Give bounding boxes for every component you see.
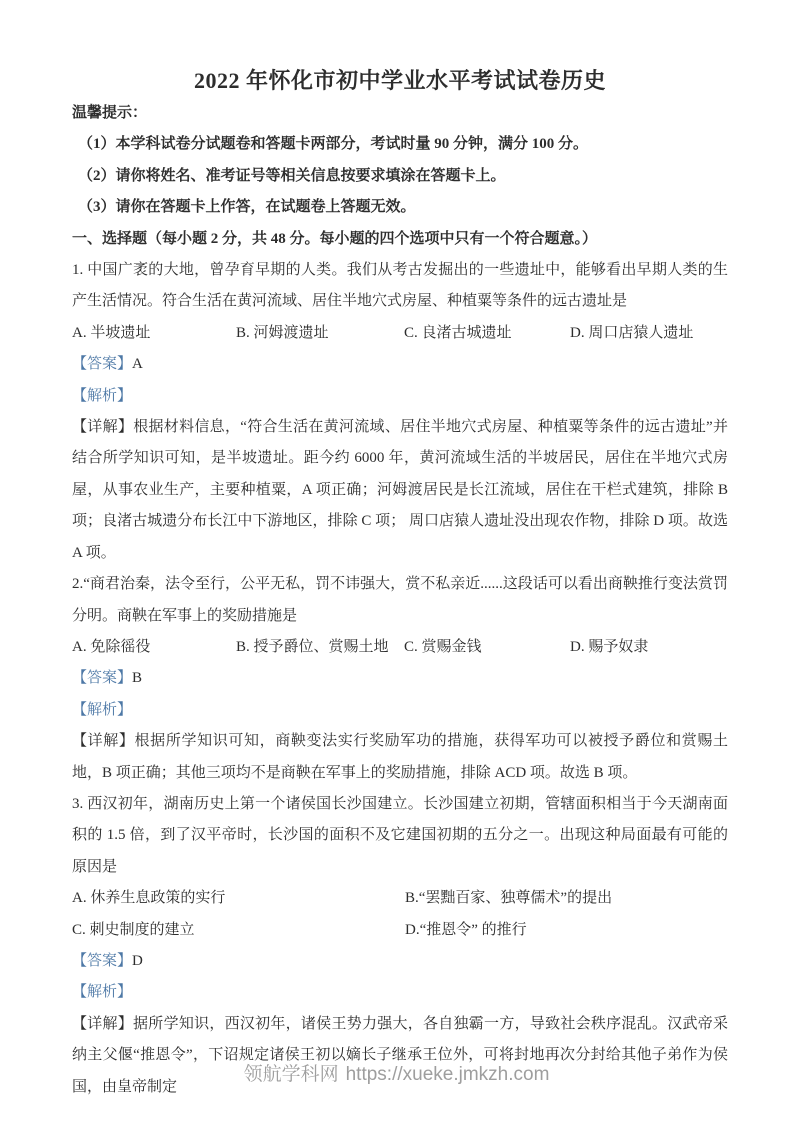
question-3-detail (72, 1009, 728, 1103)
question-3-option-a: A. 休养生息政策的实行 (72, 890, 226, 907)
question-1-option-d: D. 周口店猿人遗址 (570, 324, 694, 341)
detail-label: 【详解】 (72, 1015, 134, 1032)
detail-label: 【详解】 (72, 419, 134, 436)
question-1-stem: 1. 中国广袤的大地，曾孕育早期的人类。我们从考古发掘出的一些遗址中，能够看出早期人类的生产生活情况。符合生活在黄河流域、居住半地穴式房屋、种植粟等条件的远古遗址是 (72, 262, 728, 310)
question-3-option-c: C. 刺史制度的建立 (72, 921, 195, 938)
question-1-answer-line (72, 349, 728, 380)
question-2-option-a: A. 免除徭役 (72, 638, 151, 655)
section-header-choice-questions: 一、选择题（每小题 2 分，共 48 分。每小题的四个选项中只有一个符合题意。） (72, 230, 598, 247)
question-2-analysis-line (72, 695, 728, 726)
question-1-detail-text: 根据材料信息，“符合生活在黄河流域、居住半地穴式房屋、种植粟等条件的远古遗址”并结合所学知识可知，是半坡遗址。距今约 6000 年，黄河流域生活的半坡居民，居住在半地穴式房屋，从事农业生产，主要种植粟，A 项正确；河姆渡居民是长江流域，居住在干栏式建筑，排除 B 项；良渚古城遗分布长江中下游地区，排除 C 项； 周口店猿人遗址没出现农作物，排除 D 项。故选 A 项。 (72, 419, 728, 561)
question-3-answer-line (72, 946, 728, 977)
question-3-stem: 3. 西汉初年，湖南历史上第一个诸侯国长沙国建立。长沙国建立初期，管辖面积相当于今天湖南面积的 1.5 倍，到了汉平帝时，长沙国的面积不及它建国初期的五分之一。出现这种局面最有可能的原因是 (72, 795, 728, 875)
document-title: 2022 年怀化市初中学业水平考试试卷历史 (193, 68, 606, 93)
analysis-label: 【解析】 (72, 387, 133, 404)
question-1-option-a: A. 半坡遗址 (72, 324, 151, 341)
question-3-options (72, 883, 728, 946)
question-2-answer-line (72, 663, 728, 694)
question-2-detail-text: 根据所学知识可知，商鞅变法实行奖励军功的措施，获得军功可以被授予爵位和赏赐土地，B 项正确；其他三项均不是商鞅在军事上的奖励措施，排除 ACD 项。故选 B 项。 (72, 733, 728, 781)
answer-label: 【答案】 (72, 356, 133, 373)
question-3-analysis-line (72, 977, 728, 1008)
question-1-analysis-line (72, 381, 728, 412)
question-1-detail (72, 412, 728, 569)
question-2-stem: 2.“商君治秦，法令至行，公平无私，罚不讳强大，赏不私亲近......这段话可以看出商鞅推行变法赏罚分明。商鞅在军事上的奖励措施是 (72, 576, 728, 624)
question-2-detail (72, 726, 728, 789)
question-2-answer-value: B (132, 670, 143, 687)
footer-site-name: 领航学科网 (243, 1064, 339, 1085)
question-2-option-d: D. 赐予奴隶 (570, 638, 649, 655)
question-3-option-b: B.“罢黜百家、独尊儒术”的提出 (405, 890, 613, 907)
footer-watermark (0, 1062, 793, 1088)
question-1-option-c: C. 良渚古城遗址 (404, 324, 512, 341)
question-2-option-c: C. 赏赐金钱 (404, 638, 482, 655)
question-1-answer-value: A (132, 356, 143, 373)
answer-label: 【答案】 (72, 952, 133, 969)
analysis-label: 【解析】 (72, 984, 133, 1001)
notice-tip-1: （1）本学科试卷分试题卷和答题卡两部分，考试时量 90 分钟，满分 100 分。 (78, 136, 589, 153)
question-3-option-d: D.“推恩令” 的推行 (405, 921, 527, 938)
question-2-options (72, 632, 728, 663)
notice-heading: 温馨提示： (72, 105, 148, 121)
analysis-label: 【解析】 (72, 701, 133, 718)
detail-label: 【详解】 (72, 733, 135, 750)
question-1-option-b: B. 河姆渡遗址 (236, 324, 329, 341)
question-3-answer-value: D (132, 952, 143, 969)
answer-label: 【答案】 (72, 670, 133, 687)
question-3-detail-text: 据所学知识，西汉初年，诸侯王势力强大，各自独霸一方，导致社会秩序混乱。汉武帝采纳主父偃“推恩令”，下诏规定诸侯王初以嫡长子继承王位外，可将封地再次分封给其他子弟作为侯国，由皇帝制定 (72, 1015, 728, 1095)
question-1-options (72, 318, 728, 349)
question-2-option-b: B. 授予爵位、赏赐土地 (236, 638, 389, 655)
notice-tip-3: （3）请你在答题卡上作答，在试题卷上答题无效。 (78, 199, 416, 216)
footer-url[interactable]: https://xueke.jmkzh.com (345, 1064, 550, 1085)
notice-tip-2: （2）请你将姓名、准考证号等相关信息按要求填涂在答题卡上。 (78, 167, 506, 184)
